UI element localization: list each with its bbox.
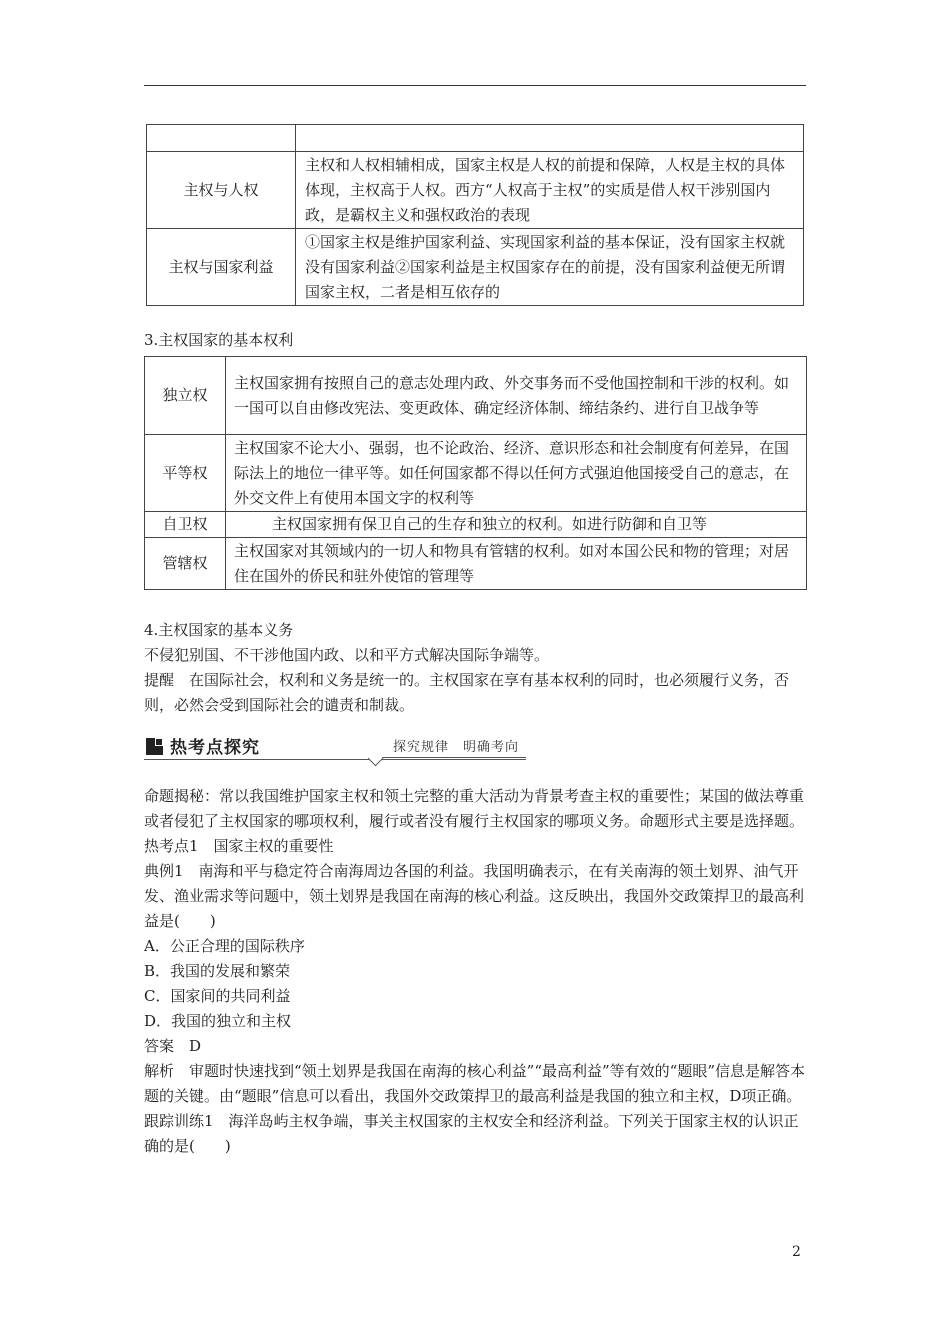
option-d: D．我国的独立和主权 (144, 1012, 292, 1030)
intro-text: 命题揭秘：常以我国维护国家主权和领土完整的重大活动为背景考查主权的重要性；某国的做法尊重或者侵犯了主权国家的哪项权利，履行或者没有履行主权国家的哪项义务。命题形式主要是选择题。 (144, 787, 805, 830)
table-row (147, 229, 804, 306)
page-number: 2 (792, 1244, 801, 1260)
row-text: 主权和人权相辅相成，国家主权是人权的前提和保障，人权是主权的具体体现，主权高于人权。西方“人权高于主权”的实质是借人权干涉别国内政，是霸权主义和强权政治的表现 (296, 152, 804, 229)
hot-topic-banner (144, 735, 526, 761)
row-label: 平等权 (145, 435, 226, 512)
row-text: 主权国家拥有按照自己的意志处理内政、外交事务而不受他国控制和干涉的权利。如一国可以自由修改宪法、变更政体、确定经济体制、缔结条约、进行自卫战争等 (226, 357, 807, 435)
table-row (145, 512, 807, 538)
row-text: 主权国家拥有保卫自己的生存和独立的权利。如进行防御和自卫等 (226, 512, 807, 538)
option-b: B．我国的发展和繁荣 (144, 962, 291, 980)
row-text (296, 125, 804, 152)
followup-question: 跟踪训练1 海洋岛屿主权争端，事关主权国家的主权安全和经济利益。下列关于国家主权的认识正确的是( ) (144, 1112, 799, 1155)
analysis-text: 解析 审题时快速找到“领土划界是我国在南海的核心利益”“最高利益”等有效的“题眼”信息是解答本题的关键。由“题眼”信息可以看出，我国外交政策捍卫的最高利益是我国的独立和主权，D项正确。 (144, 1062, 806, 1105)
row-label (147, 125, 296, 152)
header-rule (144, 85, 806, 86)
basic-rights-table (144, 356, 807, 590)
row-label: 管辖权 (145, 538, 226, 590)
row-label: 主权与人权 (147, 152, 296, 229)
duty-text: 不侵犯别国、不干涉他国内政、以和平方式解决国际争端等。 (144, 646, 550, 664)
table-row (147, 125, 804, 152)
section-heading: 4.主权国家的基本义务 (144, 621, 294, 639)
section-3-heading (144, 328, 808, 353)
reminder-text: 提醒 在国际社会，权利和义务是统一的。主权国家在享有基本权利的同时，也必须履行义务，否则，必然会受到国际社会的谴责和制裁。 (144, 671, 790, 714)
sovereignty-relations-table (146, 124, 804, 306)
banner-title: 热考点探究 (170, 738, 260, 758)
banner-rule (144, 759, 526, 760)
table-row (145, 538, 807, 590)
row-label: 独立权 (145, 357, 226, 435)
row-text: 主权国家对其领域内的一切人和物具有管辖的权利。如对本国公民和物的管理；对居住在国外的侨民和驻外使馆的管理等 (226, 538, 807, 590)
row-text: ①国家主权是维护国家利益、实现国家利益的基本保证，没有国家主权就没有国家利益②国家利益是主权国家存在的前提，没有国家利益便无所谓国家主权，二者是相互依存的 (296, 229, 804, 306)
hot-topic-content (144, 784, 808, 1159)
example-question: 典例1 南海和平与稳定符合南海周边各国的利益。我国明确表示，在有关南海的领土划界、油气开发、渔业需求等问题中，领土划界是我国在南海的核心利益。这反映出，我国外交政策捍卫的最高利益是( ) (144, 862, 805, 930)
table-row (145, 435, 807, 512)
answer-text: 答案 D (144, 1037, 202, 1055)
row-label: 主权与国家利益 (147, 229, 296, 306)
option-c: C．国家间的共同利益 (144, 987, 291, 1005)
row-label: 自卫权 (145, 512, 226, 538)
banner-notch (368, 751, 384, 767)
table-row (145, 357, 807, 435)
banner-subtitle: 探究规律 明确考向 (393, 740, 520, 755)
section-heading: 3.主权国家的基本权利 (144, 331, 294, 349)
table-row (147, 152, 804, 229)
hotspot-heading: 热考点1 国家主权的重要性 (144, 837, 334, 855)
option-a: A．公正合理的国际秩序 (144, 937, 305, 955)
section-4 (144, 618, 808, 718)
row-text: 主权国家不论大小、强弱，也不论政治、经济、意识形态和社会制度有何差异，在国际法上的地位一律平等。如任何国家都不得以任何方式强迫他国接受自己的意志，在外交文件上有使用本国文字的权利等 (226, 435, 807, 512)
banner-rule-upper (376, 757, 526, 758)
banner-square-icon (146, 738, 163, 755)
